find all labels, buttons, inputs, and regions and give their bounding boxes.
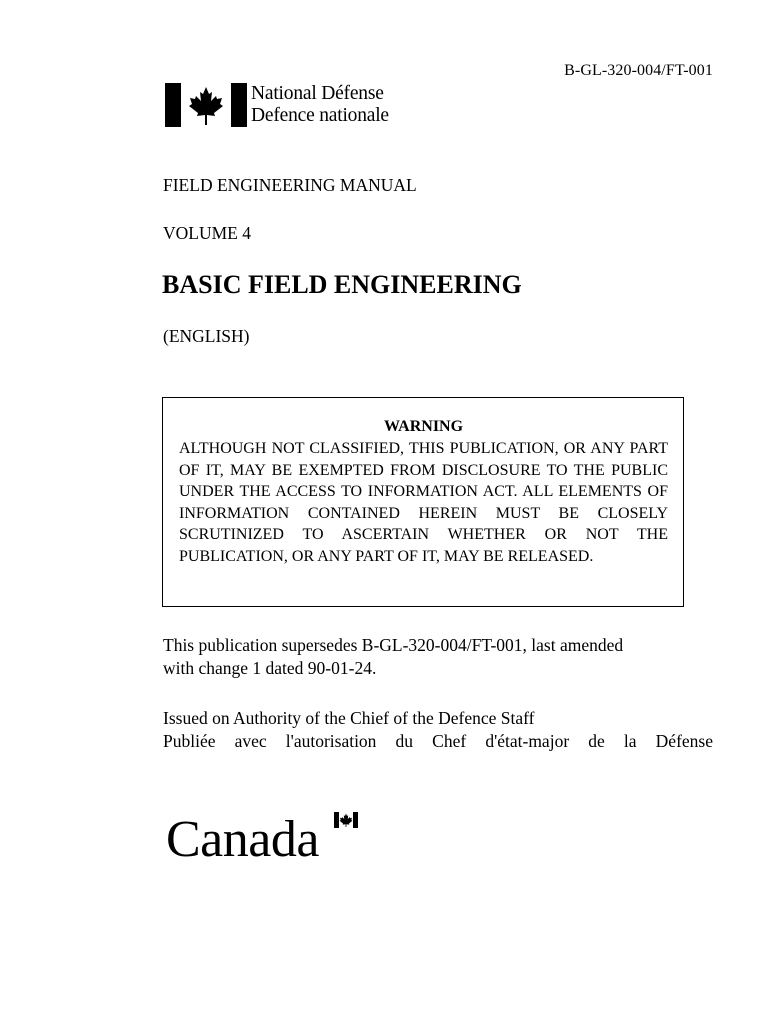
document-title: BASIC FIELD ENGINEERING: [162, 270, 522, 299]
canada-wordmark-text: Canada: [166, 811, 319, 868]
authority-line-english: Issued on Authority of the Chief of the Defence Staff: [163, 708, 535, 728]
volume-number: VOLUME 4: [163, 223, 251, 243]
department-names: [251, 83, 389, 127]
warning-text: ALTHOUGH NOT CLASSIFIED, THIS PUBLICATION, OR ANY PART OF IT, MAY BE EXEMPTED FROM DISCLOSURE TO THE PUBLIC UNDER THE ACCESS TO INFORMATION ACT. ALL ELEMENTS OF INFORMATION CONTAINED HEREIN MUST BE CLOSELY SCRUTINIZED TO ASCERTAIN WHETHER OR NOT THE PUBLICATION, OR ANY PART OF IT, MAY BE RELEASED.: [179, 440, 668, 565]
authority-statement: [163, 707, 713, 753]
warning-heading: WARNING: [383, 418, 464, 435]
document-number: B-GL-320-004/FT-001: [564, 62, 713, 79]
department-name-line-2: Defence nationale: [251, 105, 389, 126]
department-signature: [165, 83, 389, 127]
manual-title: FIELD ENGINEERING MANUAL: [163, 175, 417, 195]
department-name-line-1: National Défense: [251, 83, 384, 104]
supersedes-notice: This publication supersedes B-GL-320-004/FT-001, last amended with change 1 dated 90-01-24.: [163, 635, 624, 678]
wordmark-flag-icon: [334, 812, 358, 828]
canada-flag-icon: [165, 83, 247, 127]
canada-wordmark: [166, 810, 366, 870]
warning-box: [162, 397, 684, 607]
authority-line-french: Publiée avec l'autorisation du Chef d'état-major de la Défense: [163, 731, 713, 751]
language-label: (ENGLISH): [163, 326, 250, 346]
